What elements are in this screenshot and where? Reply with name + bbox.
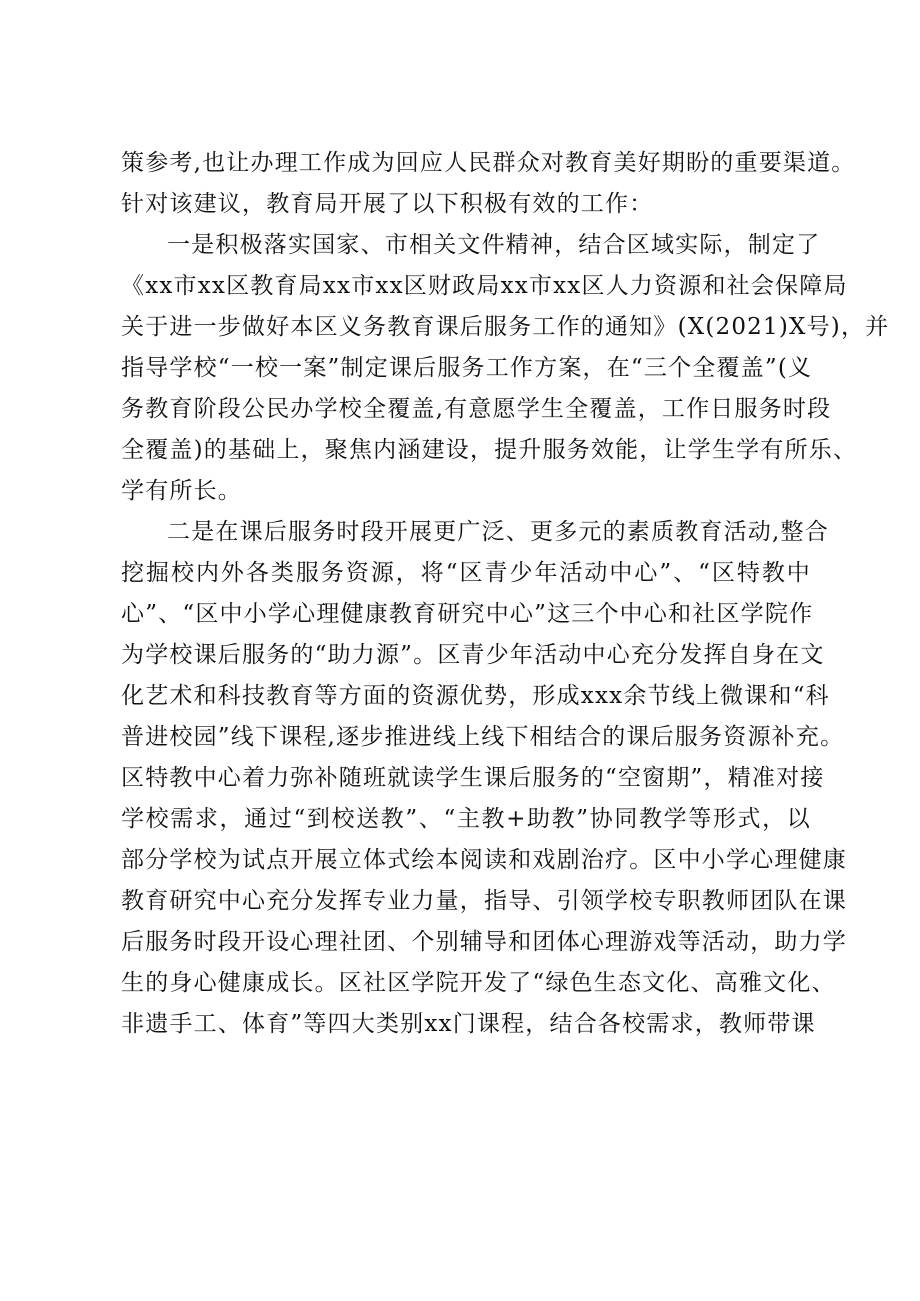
paragraph-two-line-6: 普进校园”线下课程,逐步推进线上线下相结合的课后服务资源补充。 [121,724,845,750]
paragraph-one-line-3: 关于进一步做好本区义务教育课后服务工作的通知》(X(2021)X号)，并 [121,314,890,340]
paragraph-two-line-8: 学校需求，通过“到校送教”、“主教+助教”协同教学等形式，以 [121,806,811,832]
paragraph-two-line-4: 为学校课后服务的“助力源”。区青少年活动中心充分发挥自身在文 [121,642,825,668]
paragraph-one-line-6: 全覆盖)的基础上，聚焦内涵建设，提升服务效能，让学生学有所乐、 [121,437,858,463]
paragraph-two-line-3: 心”、“区中小学心理健康教育研究中心”这三个中心和社区学院作 [121,601,814,627]
paragraph-one-line-2: 《xx市xx区教育局xx市xx区财政局xx市xx区人力资源和社会保障局 [121,273,848,299]
paragraph-two-line-10: 教育研究中心充分发挥专业力量，指导、引领学校专职教师团队在课 [121,888,847,914]
paragraph-intro-line-2: 针对该建议，教育局开展了以下积极有效的工作： [121,191,654,217]
document-body [121,143,890,1045]
paragraph-two-line-12: 生的身心健康成长。区社区学院开发了“绿色生态文化、高雅文化、 [121,970,836,996]
paragraph-two-line-11: 后服务时段开设心理社团、个别辅导和团体心理游戏等活动，助力学 [121,929,847,955]
paragraph-one-line-7: 学有所长。 [121,478,242,504]
paragraph-two-line-5: 化艺术和科技教育等方面的资源优势，形成xxx余节线上微课和“科 [121,683,830,709]
paragraph-two-line-13: 非遗手工、体育”等四大类别xx门课程，结合各校需求，教师带课 [121,1011,816,1037]
paragraph-two-line-1: 二是在课后服务时段开展更广泛、更多元的素质教育活动,整合 [167,519,829,545]
paragraph-one-line-4: 指导学校“一校一案”制定课后服务工作方案，在“三个全覆盖”(义 [121,355,813,381]
paragraph-one-line-5: 务教育阶段公民办学校全覆盖,有意愿学生全覆盖，工作日服务时段 [121,396,832,422]
paragraph-two-line-7: 区特教中心着力弥补随班就读学生课后服务的“空窗期”，精准对接 [121,765,825,791]
paragraph-two-line-2: 挖掘校内外各类服务资源，将“区青少年活动中心”、“区特教中 [121,560,811,586]
paragraph-two-line-9: 部分学校为试点开展立体式绘本阅读和戏剧治疗。区中小学心理健康 [121,847,847,873]
paragraph-one-line-1: 一是积极落实国家、市相关文件精神，结合区域实际，制定了 [167,232,821,258]
paragraph-intro-line-1: 策参考,也让办理工作成为回应人民群众对教育美好期盼的重要渠道。 [121,150,856,176]
